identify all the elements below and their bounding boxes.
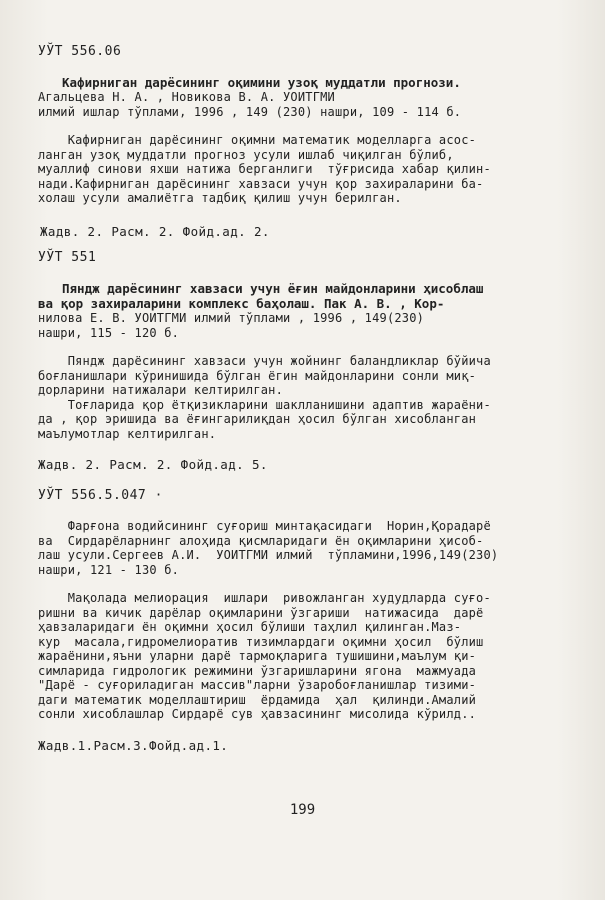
meta-line: ва Сирдарёларнинг алоҳида қисмларидаги ён оқимларини ҳисоб- [38, 533, 484, 548]
entry-title: ва қор захираларини комплекс баҳолаш. Пак А. В. , Кор- [38, 296, 445, 311]
abstract-line: маълумотлар келтирилган. [38, 426, 217, 441]
meta-line: илмий ишлар тўплами, 1996 , 149 (230) нашри, 109 - 114 б. [38, 104, 462, 119]
abstract [38, 354, 575, 441]
abstract-line: нади.Кафирниган дарёсининг хавзаси учун қор захираларини ба- [38, 176, 484, 191]
abstract-line: симларида гидрологик режимини ўзгаришларини ягона мажмуада [38, 663, 477, 678]
entry-3 [38, 488, 575, 753]
entry-title: Кафирниган дарёсининг оқимини узоқ муддатли прогнози. [62, 75, 461, 90]
abstract-line: Мақолада мелиорация ишлари ривожланган худудларда суғо- [38, 591, 491, 605]
abstract-line: "Дарё - суғориладиган массив"ларни ўзаробоғланишлар тизими- [38, 678, 477, 692]
udc-code: УЎТ 551 [38, 250, 97, 265]
abstract-line: жараёнини,яъни уларни дарё тармоқларига тушишини,маълум қи- [38, 649, 477, 663]
meta-line: нилова Е. В. УОИТГМИ илмий тўплами , 1996 , 149(230) [38, 311, 425, 325]
entry-footer: Жадв. 2. Расм. 2. Фойд.ад. 5. [38, 457, 268, 472]
abstract-line: даги математик моделлаштириш ёрдамида ҳал қилинди.Амалий [38, 692, 477, 707]
entry-footer: Жадв.1.Расм.3.Фойд.ад.1. [38, 737, 229, 753]
udc-code: УЎТ 556.5.047 · [38, 488, 163, 503]
abstract [38, 591, 575, 722]
abstract-line: кур масала,гидромелиоратив тизимлардаги оқимни ҳосил бўлиш [38, 634, 484, 649]
bibliographic-info [38, 519, 575, 577]
abstract-line: боғланишлари кўринишида бўлган ёгин майдонларини сонли миқ- [38, 368, 477, 383]
meta-line: лаш усули.Сергеев А.И. УОИТГМИ илмий тўпламини,1996,149(230) [38, 548, 499, 562]
abstract-line: да , қор эришида ва ёғингарилиқдан ҳосил бўлган хисобланган [38, 412, 477, 426]
entry-title: Пяндж дарёсининг хавзаси учун ёғин майдонларини ҳисоблаш [62, 281, 484, 296]
meta-line: Фарғона водийсининг суғориш минтақасидаги Норин,Қорадарё [38, 519, 491, 533]
abstract-line: ришни ва кичик дарёлар оқимларини ўзгариши натижасида дарё [38, 605, 484, 620]
abstract-line: ҳавзаларидаги ён оқимни ҳосил бўлиши таҳлил қилинган.Маз- [38, 620, 462, 634]
udc-code: УЎТ 556.06 [38, 44, 122, 59]
abstract-line: ланган узоқ муддатли прогноз усули ишлаб чиқилган бўлиб, [38, 147, 454, 162]
entry-footer: Жадв. 2. Расм. 2. Фойд.ад. 2. [40, 223, 270, 239]
abstract-line: сонли хисоблашлар Сирдарё сув ҳавзасининг мисолида кўрилд.. [38, 707, 477, 721]
abstract-line: дорларини натижалари келтирилган. [38, 383, 284, 397]
abstract-line: Пяндж дарёсининг хавзаси учун жойнинг баландликлар бўйича [38, 354, 491, 368]
entry-2 [38, 250, 575, 472]
meta-line: Агальцева Н. А. , Новикова В. А. УОИТГМИ [38, 90, 335, 104]
abstract-line: холаш усули амалиётга тадбиқ қилиш учун берилган. [38, 191, 402, 205]
meta-line: нашри, 115 - 120 б. [38, 325, 180, 340]
page-number: 199 [289, 802, 316, 818]
meta-line: нашри, 121 - 130 б. [38, 562, 180, 577]
abstract-line: Тоғларида қор ётқизикларини шаклланишини адаптив жараёни- [38, 397, 491, 412]
abstract-line: Кафирниган дарёсининг оқимни математик моделларга асос- [38, 133, 477, 147]
entry-1 [38, 44, 575, 239]
abstract [38, 133, 575, 206]
abstract-line: муаллиф синови яхши натижа берганлиги тўғрисида хабар қилин- [38, 162, 491, 176]
